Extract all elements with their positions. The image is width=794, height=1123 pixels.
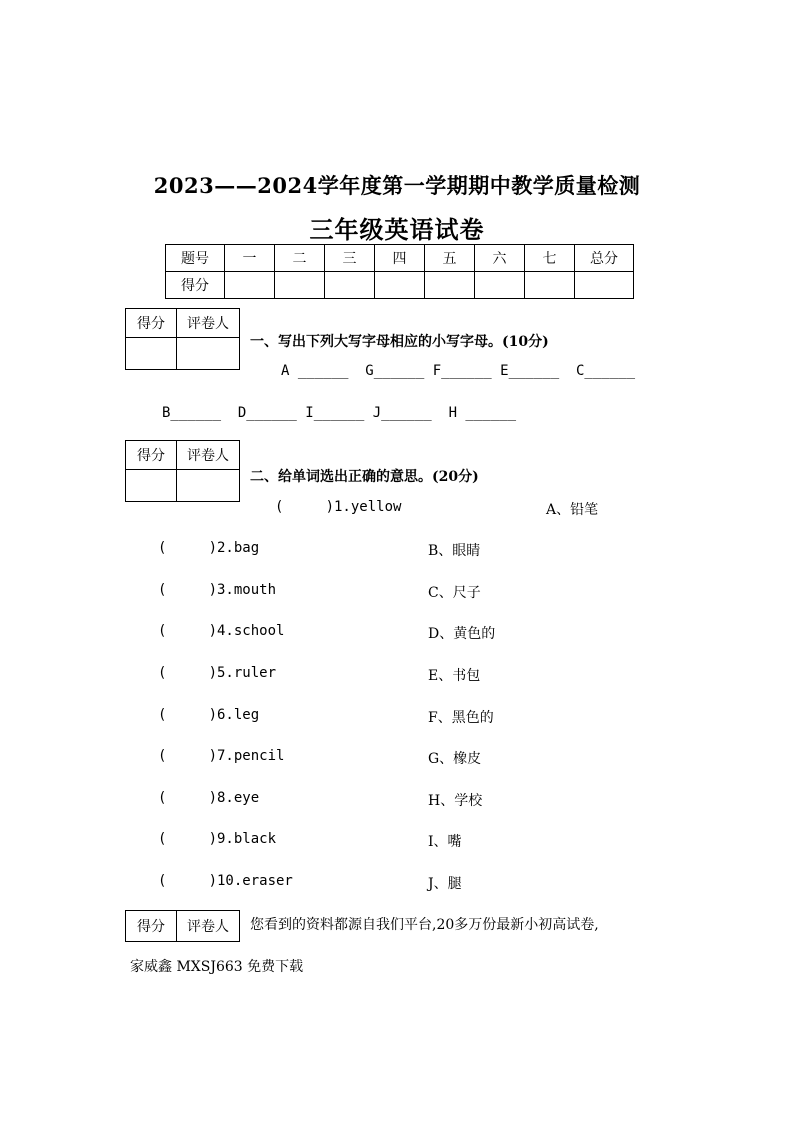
grader-score-label: 得分 xyxy=(126,911,177,942)
grader-name-blank xyxy=(177,338,240,370)
grader-box-3 xyxy=(125,910,240,942)
score-table-cell: 六 xyxy=(475,245,525,272)
score-table-cell: 总分 xyxy=(575,245,634,272)
grader-name-label: 评卷人 xyxy=(177,441,240,470)
answer-option: A、铅笔 xyxy=(546,502,599,518)
answer-option: G、橡皮 xyxy=(428,751,482,767)
grader-score-blank xyxy=(126,470,177,502)
section-1-letters-line-2: B______ D______ I______ J______ H ______ xyxy=(162,405,517,421)
score-table-blank xyxy=(225,272,275,299)
answer-option: F、黑色的 xyxy=(428,710,494,726)
score-table-blank xyxy=(375,272,425,299)
question-item: ( )3.mouth xyxy=(158,582,277,598)
score-table-blank xyxy=(525,272,575,299)
question-item: ( )5.ruler xyxy=(158,665,277,681)
answer-option: J、腿 xyxy=(428,876,462,892)
answer-option: C、尺子 xyxy=(428,585,481,601)
score-table-blank xyxy=(325,272,375,299)
score-table-cell: 七 xyxy=(525,245,575,272)
section-1-letters-line-1: A ______ G______ F______ E______ C______ xyxy=(281,363,636,379)
question-item: ( )10.eraser xyxy=(158,873,293,889)
grader-box-2 xyxy=(125,440,240,502)
score-table-blank xyxy=(475,272,525,299)
grader-box-1 xyxy=(125,308,240,370)
score-table-cell: 三 xyxy=(325,245,375,272)
grader-score-blank xyxy=(126,338,177,370)
section-2-title: 二、给单词选出正确的意思。(20分) xyxy=(250,469,479,485)
question-item: ( )6.leg xyxy=(158,707,260,723)
grader-score-label: 得分 xyxy=(126,309,177,338)
score-table-cell: 五 xyxy=(425,245,475,272)
score-table-blank xyxy=(275,272,325,299)
section-1-title: 一、写出下列大写字母相应的小写字母。(10分) xyxy=(250,334,549,350)
exam-title: 2023——2024学年度第一学期期中教学质量检测 xyxy=(153,173,641,198)
footer-notice-line-1: 您看到的资料都源自我们平台,20多万份最新小初高试卷, xyxy=(250,917,599,933)
answer-option: E、书包 xyxy=(428,668,481,684)
score-table xyxy=(165,244,634,299)
answer-option: B、眼睛 xyxy=(428,543,481,559)
answer-option: D、黄色的 xyxy=(428,626,496,642)
grader-name-label: 评卷人 xyxy=(177,911,240,942)
grader-name-label: 评卷人 xyxy=(177,309,240,338)
grader-score-label: 得分 xyxy=(126,441,177,470)
exam-subtitle: 三年级英语试卷 xyxy=(309,215,485,244)
answer-option: H、学校 xyxy=(428,793,483,809)
answer-option: I、嘴 xyxy=(428,834,462,850)
footer-notice-line-2: 家威鑫 MXSJ663 免费下载 xyxy=(130,959,304,975)
score-table-header-row xyxy=(166,245,634,272)
question-item: ( )2.bag xyxy=(158,540,260,556)
score-table-score-row xyxy=(166,272,634,299)
score-table-cell: 二 xyxy=(275,245,325,272)
score-table-cell: 四 xyxy=(375,245,425,272)
question-item: ( )1.yellow xyxy=(275,499,402,515)
question-item: ( )4.school xyxy=(158,623,285,639)
score-table-blank xyxy=(425,272,475,299)
question-item: ( )9.black xyxy=(158,831,277,847)
score-table-cell: 题号 xyxy=(166,245,225,272)
question-item: ( )8.eye xyxy=(158,790,260,806)
score-table-cell: 得分 xyxy=(166,272,225,299)
score-table-blank xyxy=(575,272,634,299)
score-table-cell: 一 xyxy=(225,245,275,272)
question-item: ( )7.pencil xyxy=(158,748,285,764)
grader-name-blank xyxy=(177,470,240,502)
